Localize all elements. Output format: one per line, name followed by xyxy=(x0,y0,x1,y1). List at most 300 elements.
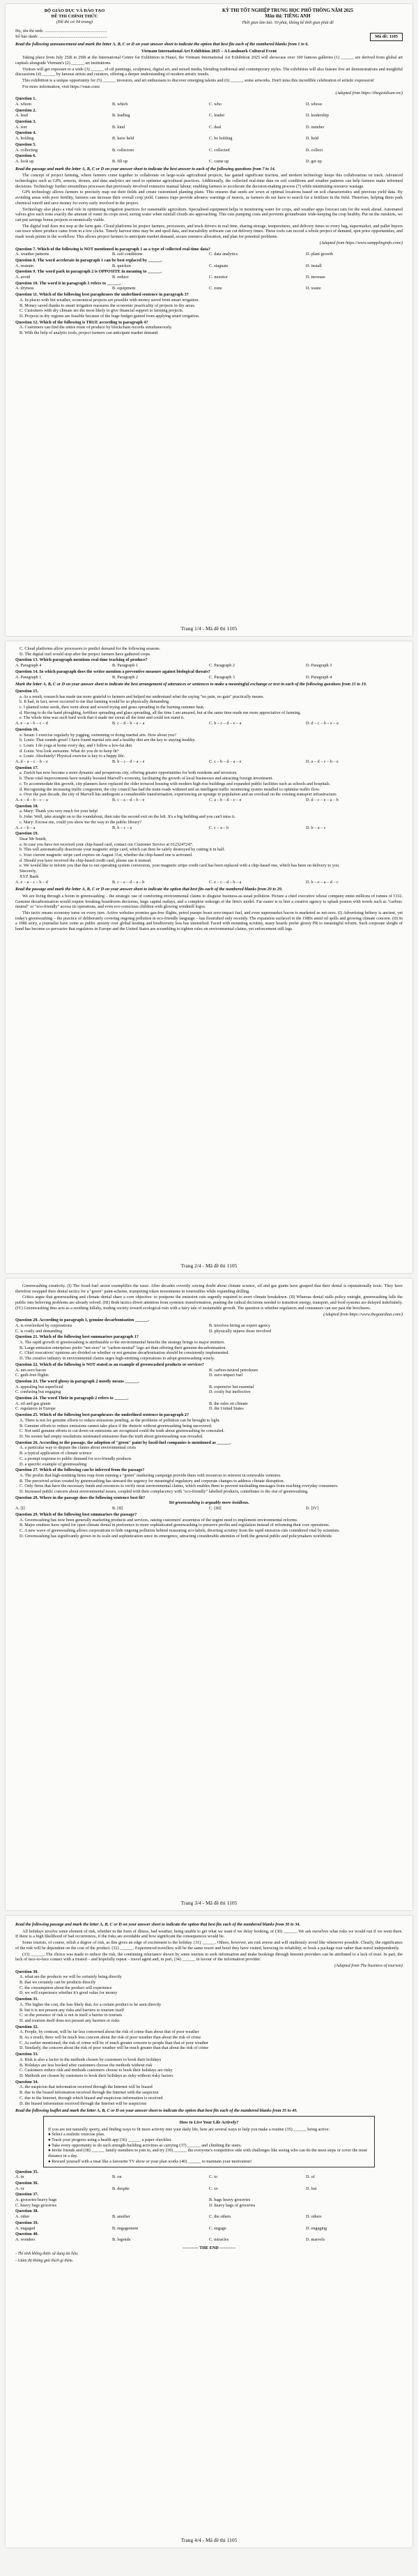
question-6 xyxy=(15,153,403,164)
question-7 xyxy=(15,247,403,257)
passage-paragraph: Greenwashing creativity. (I) The fossil-fuel sector exemplifies the issue. After decades covertly sowing doubt about climate science, oil and gas giants have grasped that their denial is reputationally toxic. They have therefore swapped their denial tactics for a "green" paint-scheme, trumpeting token investments in renewables while expanding drilling. xyxy=(15,1283,403,1294)
answer-option: C. Customers reduce risk and methods customers choose to book their holidays are risky xyxy=(20,2068,173,2073)
answer-option: A. in xyxy=(15,2174,24,2180)
question-stem: Question 3. xyxy=(15,119,36,125)
answer-option: C. monitor xyxy=(209,275,228,280)
answer-option: C. Customers with dry climate are the most likely to give financial support to farming projects. xyxy=(20,308,184,314)
answer-option: C. zone xyxy=(209,286,222,291)
answer-option: D. physically injures those involved xyxy=(209,1328,272,1334)
answer-option: D. increase xyxy=(306,275,325,280)
question-stem: Question 15. xyxy=(15,688,39,694)
answer-option: A. other xyxy=(15,2214,30,2220)
question-stem: Question 26. According to the passage, the adoption of "green" paint by fossil-fuel companies is mentioned as ______. xyxy=(15,1440,231,1445)
answer-option: D. Similarly, the concern about the risk of poor weather will be much greater than that about the risk of crime xyxy=(20,2045,209,2051)
answer-option: A. The higher the cost, the less likely that, for a certain product to be seen directly xyxy=(20,2002,162,2007)
answer-option: A. what are the products we will be certainly being directly xyxy=(20,1974,122,1980)
answer-option: c. To accommodate this growth, city planners have replaced the older terraced housing with modern high-rise buildings and expanded public facilities such as schools and hospitals. xyxy=(20,781,331,786)
question-stem: Question 1. xyxy=(15,96,36,102)
leaflet-title: How to Live Your Life Actively? xyxy=(179,2119,239,2125)
question-2 xyxy=(15,108,403,119)
answer-option: C. Only firms that have the necessary funds and resources to verify most environmental claims, which enables them to prevent misleading messages from reaching everyday consumers. xyxy=(20,1484,339,1489)
answer-option: B. kind xyxy=(112,124,125,130)
answer-option: D. number xyxy=(306,124,325,130)
answer-option: D. but xyxy=(306,2186,317,2191)
answer-option: B. but it is not present any risks and barriers to tourism itself xyxy=(20,2007,125,2013)
answer-option: C. a – b – d – c – e xyxy=(209,797,242,802)
exam-header xyxy=(15,8,403,26)
question-12 xyxy=(15,320,403,336)
answer-option: C. deal xyxy=(209,124,222,130)
answer-option: D. a – d – c – b – e xyxy=(306,759,339,765)
passage-paragraph: All holidays involve some element of risk, whether in the form of illness, bad weather, being unable to get what we want if we delay booking, or (30) ______. We ask ourselves what risks we would run if we went there. If there is a high likelihood of bad occurrences, if the risks are avoidable and how significant the consequences would be. xyxy=(15,1928,403,1939)
answer-option: A. net-zero bacon xyxy=(15,1367,47,1373)
answer-option: C. Chief executives' opinions are divided on whether or not genuine decarbonisation should be consistently implemented. xyxy=(20,1350,229,1356)
leaflet-bullet: ● Take every opportunity to do such strength-building activities as carrying (37) ______ and climbing the stairs. xyxy=(48,2142,242,2148)
question-31 xyxy=(15,1997,403,2024)
question-32 xyxy=(15,2025,403,2052)
exam-code: Mã đề: 1105 xyxy=(370,33,403,41)
answer-option: C. who xyxy=(209,101,222,107)
answer-option: D. others xyxy=(306,2214,322,2220)
answer-option: B. despite xyxy=(112,2186,130,2191)
answer-option: A. c – b – a xyxy=(15,825,36,830)
answer-option: C. Not until genuine efforts to cut down on emissions are recognised could the truth about greenwashing be concealed. xyxy=(20,1428,225,1434)
answer-option: B. the rules on climate xyxy=(209,1401,248,1406)
question-stem: Question 11. Which of the following best paraphrases the underlined sentence in paragraph 3? xyxy=(15,292,189,298)
answer-option: C. confusing but engaging xyxy=(15,1389,61,1395)
answer-option: D. heavy bags of groceries xyxy=(209,2202,256,2208)
answer-option: D. No sooner had empty resolutions mistreated emissions than the truth about greenwashing was revealed. xyxy=(20,1433,203,1439)
answer-option: B. a typical application of climate science xyxy=(20,1451,92,1456)
answer-option: B. b – c – d – a – e xyxy=(112,759,145,765)
answer-option: A. [I] xyxy=(15,1506,25,1511)
answer-option: a. Zurich has now become a more dynamic and prosperous city, offering greater opportunities for both residents and investors. xyxy=(20,770,238,776)
answer-option: B. expensive but essential xyxy=(209,1384,254,1389)
question-stem: Question 12. Which of the following is TRUE according to paragraph 4? xyxy=(15,319,148,325)
question-stem: Question 33. xyxy=(15,2052,39,2057)
question-stem: Question 27. Which of the following can be inferred from the passage? xyxy=(15,1468,145,1473)
passage-paragraph: The digital trail does not stop at the farm gate. Cloud platforms let project farmers, processors, and truck drivers in real time, sharing storage, temperatures, and delivery times so every bag, supermarket, and pallet buyers can trace where produce came from in a few clicks. Timely harvest time may be and spoil data, and traceability software can cut delivery times. These tools can record a whole project of demand, spot price opportunities, and mark weak points in the workflow. This allows project farmers to anticipate market demand, secure resource allocation, and plan for potential problems. xyxy=(15,223,403,240)
answer-option: A. The profits that high-emitting firms reap from running a "green" marketing campaign provide them with resources to reinvest in renewable ventures. xyxy=(20,1472,281,1478)
answer-option: D. The creative industry in environmental claims urges high-emitting corporations to adopt greenwashing wisely. xyxy=(20,1356,215,1362)
answer-option: A. Paragraph 1 xyxy=(15,674,42,680)
answer-option: B. equipment xyxy=(112,286,136,291)
answer-option: C. leader xyxy=(209,113,225,119)
answer-option: D. collect xyxy=(306,147,323,153)
question-40 xyxy=(15,2232,403,2242)
question-stem: Question 13. Which paragraph mentions real-time tracking of produce? xyxy=(15,657,148,663)
question-1 xyxy=(15,96,403,107)
answer-option: A. the suspicion that information received through the Internet will be biased xyxy=(20,2085,153,2090)
answer-option: B. have held xyxy=(112,136,134,142)
source-note: (Adapted from https://www.theguardian.com/) xyxy=(323,1311,403,1317)
question-stem: Question 18. xyxy=(15,803,39,809)
answer-option: a. Mary: Thank you very much for your help! xyxy=(20,809,98,814)
answer-option: A. The rapid growth of greenwashing is attributable to the environmental benefits the strategy brings to major emitters. xyxy=(20,1340,225,1346)
exam-page-1 xyxy=(6,4,412,636)
answer-option: B. carbon-neutral petroleum xyxy=(209,1367,258,1373)
answer-option: D. of xyxy=(306,2174,315,2180)
exam-page-4 xyxy=(6,1916,412,2547)
answer-option: A. collecting xyxy=(15,147,38,153)
answer-option: D. Projects in dry regions are feasible because of the huge budget gained from applying smart irrigation. xyxy=(20,313,200,319)
instruction: Read the passage and mark the letter A, B, C or D on your answer sheet to indicate the best answer to each of the following questions from 7 to 14. xyxy=(15,166,276,172)
answer-option: B. quicken xyxy=(112,263,131,268)
answer-option: a. In case you have not received your chip-based card, contact our Customer Service at 0123247247. xyxy=(20,841,194,847)
question-27 xyxy=(15,1468,403,1495)
question-stem: Question 30. xyxy=(15,1969,39,1974)
answer-option: C. miracles xyxy=(209,2236,229,2242)
answer-option: B. c – a – d – b – e xyxy=(112,797,145,802)
answer-option: A. weather patterns xyxy=(15,252,49,257)
question-35 xyxy=(15,2170,403,2180)
exam-note: - Thí sinh không được sử dụng tài liệu; xyxy=(15,2252,79,2257)
question-stem: Question 20. According to paragraph 1, genuine decarbonisation ______. xyxy=(15,1318,149,1323)
exam-time: Thời gian làm bài: 50 phút, không kể thời gian phát đề xyxy=(242,20,334,25)
question-stem: Question 7. Which of the following is NOT mentioned in paragraph 1 as a type of collected real-time data? xyxy=(15,246,210,252)
answer-option: B. b – c – a xyxy=(112,825,132,830)
answer-option: C. the consumption about the product will experience xyxy=(20,1985,112,1990)
question-5 xyxy=(15,142,403,153)
answer-option: b. Louis: That sounds great! I have found martial arts and a healthy diet are the key to staying healthy. xyxy=(20,738,196,743)
official-label: ĐỀ THI CHÍNH THỨC xyxy=(51,14,98,19)
answer-option: B. which xyxy=(112,101,128,107)
instruction: Read the following passage and mark the letter A, B, C or D on your answer sheet to indicate the option that best fits each of the numbered blanks from 30 to 34. xyxy=(15,1922,301,1927)
answer-option: D. the United States xyxy=(209,1406,244,1412)
answer-option: B. Money saved thanks to smart irrigation reassures the economic practicality of projects in dry areas. xyxy=(20,303,196,308)
answer-option: B. Paragraph 2 xyxy=(112,674,138,680)
answer-option: D. whose xyxy=(306,101,323,107)
question-4 xyxy=(15,130,403,141)
question-17 xyxy=(15,765,403,803)
question-stem: Question 39. xyxy=(15,2220,39,2225)
question-23 xyxy=(15,1379,403,1395)
answer-option: Dear Mr Smith, xyxy=(20,836,47,841)
passage-paragraph: This exhibition is a unique opportunity for (5) ______ investors, and art enthusiasts to discover emerging talents and (6) ______ some artworks. Don't miss this incredible celebration of artistic expression! xyxy=(22,78,375,84)
answer-option: B. Genuine efforts to reduce emissions cannot take place if the rhetoric without greenwashing being uncovered. xyxy=(20,1423,212,1428)
source-note: (Adapted from https://www.sampplinginfo.com/) xyxy=(319,240,403,245)
answer-option: B. leading xyxy=(112,113,130,119)
answer-option: A. oil and gas giants xyxy=(15,1401,51,1406)
question-stem: Question 19. xyxy=(15,831,39,837)
question-stem: Question 22. Which of the following is NOT stated as an example of greenwashed products or services? xyxy=(15,1362,204,1367)
answer-option: D. plant growth xyxy=(306,252,334,257)
question-stem: Question 9. The word park in paragraph 2 is OPPOSITE in meaning to ______. xyxy=(15,269,162,275)
answer-option: e. The whole time was such hard work that it made me sweat all the time and could not stand it. xyxy=(20,715,185,721)
answer-option: A. e – a – c – b – d xyxy=(15,879,48,885)
answer-option: d. Having to do the hand ploughing, fertiliser spreading and glass spreading, all the time I am amazed, but at the same time made me more appreciative of farming. xyxy=(20,710,301,715)
answer-option: D. The digital trail would stop after the project farmers have gathered crops. xyxy=(20,651,151,657)
answer-option: C. c – b – d – a – e xyxy=(209,759,242,765)
answer-option: D. [IV] xyxy=(306,1506,319,1511)
source-note: (Adapted from https://thegioidisan.vn/) xyxy=(335,90,403,96)
end-marker: ----------- THE END ----------- xyxy=(183,2245,235,2250)
question-stem: Question 6. xyxy=(15,153,36,159)
passage-paragraph: For more information, visit https://vnae.com/ xyxy=(22,84,100,89)
question-stem: Question 38. xyxy=(15,2209,39,2214)
leaflet-box xyxy=(43,2116,375,2167)
answer-option: A. holding xyxy=(15,136,34,142)
question-19 xyxy=(15,831,403,885)
answer-option: C. heavy bags groceries xyxy=(15,2202,57,2208)
answer-option: b. John: Well, take straight on to the roundabout, then take the second exit on the left. It's a big building and you can't miss it. xyxy=(20,814,235,820)
passage-paragraph: GPS technology allows farmers to precisely map out their fields and create customised planting plans. This ensures that seeds are sown at optimal locations based on soil characteristics and previous yield data. By avoiding areas with poor fertility, farmers can increase their overall crop yield. Camera traps provide advance warnings of insects, as farmers do not have to search for a fertiliser in the field. Therefore, helping them park chemical runoff and save money for every early involved in the project. xyxy=(15,190,403,206)
answer-option: C. so the presence of risk is not in itself a barrier to tourism xyxy=(20,2013,123,2018)
answer-option: XYZ Bank xyxy=(20,874,39,879)
question-stem: Question 32. xyxy=(15,2024,39,2029)
answer-option: C. is costly and demanding xyxy=(15,1328,63,1334)
question-18 xyxy=(15,804,403,831)
answer-option: D. engaging xyxy=(306,2225,327,2231)
answer-option: D. marvels xyxy=(306,2236,325,2242)
question-stem: Question 2. xyxy=(15,107,36,113)
answer-option: D. leadership xyxy=(306,113,329,119)
exam-page-3 xyxy=(6,1279,412,1910)
answer-option: B. c – d – b – e – a xyxy=(112,721,145,726)
answer-option: C. a prompt response to public demand for eco-friendly products xyxy=(20,1456,132,1461)
instruction: Read the following leaflet and mark the letter A, B, C or D on your answer sheet to indicate the option that best fits each of the numbered blanks from 35 to 40. xyxy=(15,2108,297,2114)
answer-option: C. be holding xyxy=(209,136,233,142)
answer-option: C. so xyxy=(209,2186,218,2191)
passage-paragraph: Critics argue that greenwashing and climate denial share a core objective: to postpone the emission cuts urgently required to avert climate breakdown. (II) Whereas denial stalls policy outright, greenwashing lulls the public into believing problems are already solved. (III) Both tactics divert attention from systemic transformation, pushing the radical decisions needed to transition energy, transport, and food systems are delayed indefinitely. (IV) Greenwashing thus acts as a soothing lullaby, trading society toward ecological ruin with a fairy tale of sustainable growth. The question is whether regulators and consumers can see past the brochures. xyxy=(15,1295,403,1311)
answer-option: B. legends xyxy=(112,2236,131,2242)
answer-option: B. soil conditions xyxy=(112,252,143,257)
answer-option: B. reduce xyxy=(112,275,129,280)
answer-option: B. With the help of analytic tools, project farmers can anticipate market demand. xyxy=(20,330,159,336)
answer-option: B. The perceived action created by greenwashing has stressed the urgency for meaningful regulatory and corporate changes to address climate disruption. xyxy=(20,1478,285,1484)
passage-title: Vietnam International Art Exhibition 2025 – A Landmark Cultural Event xyxy=(141,48,277,54)
answer-option: D. the biased information received through the Internet will be suspicious xyxy=(20,2101,147,2106)
answer-option: A. restrain xyxy=(15,263,34,268)
answer-option: c. Mary: Excuse me, could you show me the way to the public library? xyxy=(20,819,142,825)
answer-option: C. collected xyxy=(209,147,230,153)
answer-option: D. get up xyxy=(306,158,322,164)
answer-option: B. c – e – d – a – b xyxy=(112,879,145,885)
question-16 xyxy=(15,727,403,765)
source-note: (Adapted from The business of tourism) xyxy=(334,1963,403,1968)
question-37 xyxy=(15,2192,403,2208)
question-stem: Question 40. xyxy=(15,2232,39,2237)
answer-option: e. Over the past decade, the city of Marvell has undergone a considerable transformation, experiencing an upsurge in population and an overload on the existing transport infrastructure. xyxy=(20,792,338,798)
answer-option: B. fill up xyxy=(112,158,128,164)
answer-option: c. Louis: I do yoga at home every day, and I follow a low-fat diet. xyxy=(20,742,133,748)
answer-option: B. Large-emission enterprises prefer "net-zero" or "carbon-neutral" logo art than offering their genuine decarbonisation. xyxy=(20,1345,226,1350)
answer-option: C. guilt-free flights xyxy=(15,1373,49,1378)
question-21 xyxy=(15,1334,403,1362)
answer-option: A. wonders xyxy=(15,2236,36,2242)
question-11 xyxy=(15,292,403,319)
question-stem: Question 35. xyxy=(15,2169,39,2174)
answer-option: A. e – d – b – c – a xyxy=(15,797,48,802)
answer-option: D. b – a – c xyxy=(306,825,326,830)
answer-option: b. These vital improvements have notably boosted Marvell's economy, facilitating the growth of local businesses and attracting foreign investment. xyxy=(20,776,274,782)
question-12-continued xyxy=(15,646,403,657)
exam-title: KỲ THI TỐT NGHIỆP TRUNG HỌC PHỔ THÔNG NĂM 2025 xyxy=(222,8,353,13)
exam-note: - Giám thị không giải thích gì thêm. xyxy=(15,2259,74,2264)
question-stem: Question 10. The word it in paragraph 3 refers to ______. xyxy=(15,280,121,286)
answer-option: D. a specific example of greenwashing xyxy=(20,1461,87,1467)
answer-option: e. Louis: Absolutely! Physical exercise is key to a happy life. xyxy=(20,754,125,759)
question-stem: Question 28. Where in the passage does the following sentence best fit? xyxy=(15,1495,146,1500)
answer-option: A. e – a – b – c – d xyxy=(15,721,48,726)
exam-page-2 xyxy=(6,641,412,1273)
answer-option: A. dryness xyxy=(15,286,34,291)
answer-option: D. d – c – b – e – a xyxy=(306,721,339,726)
instruction: Read the passage and mark the letter A, B, C or D on your answer sheet to indicate the option that best fits each of the numbered blanks from 20 to 29. xyxy=(15,887,283,892)
question-38 xyxy=(15,2209,403,2219)
question-stem: Question 29. Which of the following best summarises the passage? xyxy=(15,1511,137,1517)
question-30 xyxy=(15,1969,403,1997)
answer-option: C. stagnate xyxy=(209,263,229,268)
answer-option: B. Holidays are less booked after customers choose the methods without risk xyxy=(20,2062,153,2068)
question-stem: Question 14. In which paragraph does the writer mention a preventive measure against biological threats? xyxy=(15,669,210,674)
answer-option: C. due to the Internet, through which biased and suspicious information is received xyxy=(20,2095,163,2101)
answer-option: B. that we certainly can be products directly xyxy=(20,1980,96,1986)
page-count: (Đề thi có 04 trang) xyxy=(56,20,93,24)
question-36 xyxy=(15,2181,403,2191)
question-34 xyxy=(15,2080,403,2107)
question-stem: Question 16. xyxy=(15,726,39,732)
page-footer: Trang 3/4 - Mã đề thi 1105 xyxy=(180,1900,238,1906)
answer-option: B. collectors xyxy=(112,147,134,153)
answer-option: A. Customers can find the entire route of produce by blockchain records simultaneously. xyxy=(20,325,173,330)
passage-paragraph: (33) ______. The choice was made to reduce the risk, the continuing reluctance shown by some tourists to seek information and make bookings through Internet providers can be attributed to a lack of trust. In part, the lack of face-to-face contact with a trusted – and hopefully repeat – travel agent and, in part, (34) ______ in favour of the information provider. xyxy=(15,1951,403,1963)
question-stem: Question 34. xyxy=(15,2079,39,2085)
answer-option: D. Increased public concern about environmental issues, coupled with their complacency with "eco-friendly" labelled products, contributes to the rise of greenwashing. xyxy=(20,1489,309,1495)
answer-option: Sincerely, xyxy=(20,869,37,874)
answer-option: A. d – a – c – b – e xyxy=(15,759,48,765)
answer-option: D. install xyxy=(306,263,322,268)
answer-option: D. Paragraph 3 xyxy=(306,663,332,669)
answer-option: C. Cloud platforms allow processors to predict demand for the following seasons. xyxy=(20,646,161,651)
answer-option: d. Should you have received the chip-based credit card, please use it instead. xyxy=(20,858,152,863)
answer-option: B. on xyxy=(112,2174,122,2180)
instruction: Mark the letter A, B, C or D on your answer sheet to indicate the best arrangement of utterances or sentences to make a meaningful exchange or text in each of the following questions from 15 to 19. xyxy=(15,682,367,687)
answer-option: B. [II] xyxy=(112,1506,123,1511)
answer-option: C. the others xyxy=(209,2214,231,2220)
answer-option: C. A new wave of greenwashing allows corporations to hide ongoing pollution behind reassuring eco-labels, diverting scrutiny from the rapid emission cuts considered vital by scientists. xyxy=(20,1527,340,1533)
answer-option: D. Greenwashing has significantly grown in its scale and sophistication since its emergence, attracting considerable attention of both the general public and policymakers worldwide. xyxy=(20,1533,333,1539)
answer-option: D. held xyxy=(306,136,319,142)
answer-option: C. come up xyxy=(209,158,229,164)
question-stem: Question 25. Which of the following best paraphrases the underlined sentence in paragraph 2? xyxy=(15,1412,189,1418)
ministry-name: BỘ GIÁO DỤC VÀ ĐÀO TẠO xyxy=(44,8,105,13)
answer-option: D. Methods are chosen by customers to book their holidays as risky without risky factors xyxy=(20,2073,173,2078)
question-14 xyxy=(15,669,403,680)
answer-option: D. d – c – e – a – b xyxy=(306,797,339,802)
answer-option: C. Paragraph 3 xyxy=(209,674,235,680)
question-28: Question 28. Where in the passage does the following sentence best fit? Yet greenwashing is arguably more insidious. A. [I] B. [II] C. [III] D. [IV] xyxy=(15,1495,403,1511)
question-20 xyxy=(15,1318,403,1334)
question-stem: Question 17. xyxy=(15,765,39,770)
answer-option: D. and tourism itself does not present any barriers or risks xyxy=(20,2018,120,2023)
answer-option: a. Susan: I exercise regularly by jogging, swimming or doing martial arts. How about you? xyxy=(20,732,176,738)
answer-option: A. lead xyxy=(15,113,28,119)
page-footer: Trang 1/4 - Mã đề thi 1105 xyxy=(180,625,238,632)
passage-paragraph: The concept of project farming, where farmers come together to collaborate on large-scale agricultural projects, has gained significant traction, and modern technology keeps this collaboration on track. Advanced technologies such as GPS, sensors, drones, and data analytics are used to optimise agricultural practices. Additionally, the collected real-time data on soil conditions and weather patterns can help farmers make informed decisions. Technology further streamlines processes that previously involved extensive manual labour, enabling farmers to accelerate the decision-making process (7) while minimising resource wastage. xyxy=(15,173,403,189)
question-stem: Question 31. xyxy=(15,1997,39,2002)
answer-option: A. is overlooked by corporations xyxy=(15,1323,72,1328)
passage-paragraph: Taking place from July 25th to 29th at the International Centre for Exhibition in Hanoi, the Vietnam International Art Exhibition 2025 will showcase over 100 famous galleries (1) ______ are derived from global art capitals alongside Vietnam's (2) ______ art institutions. xyxy=(15,55,403,66)
answer-option: C. As earlier mentioned, the risk of crime will be of much greater concern to people than that of poor weather xyxy=(20,2040,209,2045)
answer-option: B. Paragraph 1 xyxy=(112,663,138,669)
answer-option: A. Greenwashing has now been generally marketing products and services, raising customers' awareness of the urgent need to implement environmental reforms. xyxy=(20,1517,298,1523)
answer-option: d. Recognising the increasing traffic congestion, the city council has had the main roads widened and an intelligent traffic monitoring system installed to optimise traffic flow. xyxy=(20,786,320,792)
question-13 xyxy=(15,657,403,668)
answer-option: A. In places with hot weather, economical projects are possible with money saved from smart irrigation. xyxy=(20,297,199,303)
answer-option: c. Your current magnetic stripe card expires on August 31st, whether the chip-based one is activated. xyxy=(20,853,193,858)
passage-paragraph: This tactic means economy turns on every turn. Active websites promise gas-free flights, petrol pumps boast zero-impact fuel, and even supermarket bacon is marketed as net-zero. (I) Advertising bribery is ancient, yet today's greenwashing – the practice of deliberately covering ongoing pollution in eco-friendly language – has flourished only recently. The expansion surfaced in the 1980s amid oil spills and growing climate concern. (II) In a 1986 story, a journalist have come as public anxiety over global heating and biodiversity loss has intensified. Faced with mounting scrutiny, many boards prefer glossy PR to meaningful reform. Such corporate sleight of hand has become so pervasive that regulators in Europe and the United States are scrambling to tighten rules on environmental claims, yet enforcement still lags. xyxy=(15,910,403,932)
answer-option: A. or xyxy=(15,2186,24,2191)
answer-option: C. e – c – d – b – a xyxy=(209,879,242,885)
answer-option: B. another xyxy=(112,2214,130,2220)
question-stem: Question 36. xyxy=(15,2180,39,2186)
answer-option: d. Louis: You look awesome. What do you do to keep fit? xyxy=(20,748,119,754)
answer-option: A. avoid xyxy=(15,275,31,280)
passage-paragraph: Technology also plays a vital role in optimising irrigation practices for sustainable agriculture. Specialised equipment helps in monitoring water for crops, and weather apps forecast rain for the week ahead. Automated valves give each zone exactly the amount of water its crops need, saving water when rainfall clouds are approaching. This cuts pumping costs and prevents groundwater wide-keeping the crop healthy. Put on the outskirts, we can put savings bonus projects economically viable. xyxy=(15,206,403,222)
question-3 xyxy=(15,119,403,130)
question-9 xyxy=(15,269,403,280)
passage-paragraph: Visitors will get exposure to a wide (3) ______ of oil paintings, sculptures, digital art, and mixed media, blending traditional and contemporary styles. The exhibition will also feature live art demonstrations and insightful discussions (4) ______ by famous artists and curators, offering a deeper understanding of modern artistic trends. xyxy=(15,66,403,77)
question-24 xyxy=(15,1396,403,1412)
question-stem: Question 37. xyxy=(15,2192,39,2197)
page-footer: Trang 2/4 - Mã đề thi 1105 xyxy=(180,1263,238,1269)
question-15 xyxy=(15,689,403,726)
question-stem: Question 21. Which of the following best summarises paragraph 1? xyxy=(15,1334,139,1340)
answer-option: a. As a result, research has made me more grateful to farmers and helped me understand what the saying "no pain, no gain" practically means. xyxy=(20,694,265,699)
answer-option: A. groceries heavy bags xyxy=(15,2197,57,2203)
candidate-name: Họ, tên thí sinh: ......................................................... xyxy=(15,28,107,33)
answer-option: D. Paragraph 4 xyxy=(306,674,332,680)
question-8 xyxy=(15,258,403,268)
leaflet-bullet: ● Track your progress using a health app (36) ______ a paper checklist. xyxy=(48,2137,172,2143)
answer-option: A. whom xyxy=(15,101,32,107)
answer-option: A. a particular way to dispute the claims about environmental crisis xyxy=(20,1445,137,1451)
instruction: Read the following announcement and mark the letter A, B, C or D on your answer sheet to indicate the option that best fits each of the numbered blanks from 1 to 6. xyxy=(15,41,309,47)
answer-option: A. Risk is also a factor in the methods chosen by customers to book their holidays xyxy=(20,2057,162,2062)
answer-option: b. This will automatically deactivate your magnetic stripe card, which can then be safely destroyed by cutting it in half. xyxy=(20,847,226,853)
question-stem: Question 24. The word Their in paragraph 2 refers to ______. xyxy=(15,1396,129,1401)
question-10 xyxy=(15,281,403,291)
leaflet-bullet: ● Invite friends and (38) ______ family members to join in, and try (39) ______ the everyone's competitive side with challenges like seeing who can do the most steps or cover the most distance in a day. xyxy=(48,2148,367,2159)
passage-paragraph: We are living through a boom in greenwashing – the strategic use of comforting environmental claims to disguise business-as-usual pollution. Picture a chief executive whose company emits millions of tonnes of CO2. Genuine decarbonisation would require breaking boardroom decisions, huge capital outlays, and a complete redesign of the firm's model. Far easier is to hire a creative agency to splash posters with words such as "carbon-neutral" or "eco-friendly" across its operations, and even eco-conscious children with glowing windmill logos. xyxy=(15,893,403,910)
answer-option: e. We would like to inform you that due to our operating system conversion, your magnetic stripe credit card has been replaced with a chip-based one, which has been on delivery to you. xyxy=(20,863,340,869)
answer-option: C. [III] xyxy=(209,1506,222,1511)
answer-option: C. c – a – b xyxy=(209,825,229,830)
question-stem: Question 23. The word glossy in paragraph 2 mostly means ______. xyxy=(15,1378,139,1384)
answer-option: B. bags heavy groceries xyxy=(209,2197,251,2203)
question-stem: Question 4. xyxy=(15,130,36,136)
answer-option: A. look up xyxy=(15,158,34,164)
question-25 xyxy=(15,1412,403,1440)
candidate-number: Số báo danh: .............................................................. xyxy=(15,33,108,39)
answer-option: C. regulators in Europe xyxy=(15,1406,56,1412)
answer-option: C. Paragraph 2 xyxy=(209,663,235,669)
answer-option: C. engage xyxy=(209,2225,226,2231)
answer-option: D. costly but ineffective xyxy=(209,1389,251,1395)
question-stem: Question 8. The word accelerate in paragraph 1 can be best replaced by ______. xyxy=(15,257,162,263)
answer-option: D. b – e – a – d – c xyxy=(306,879,339,885)
answer-option: A. People, by contrast, will be far less concerned about the risk of crime than about that of poor weather xyxy=(20,2029,199,2035)
question-29 xyxy=(15,1512,403,1539)
answer-option: A. appealing but superficial xyxy=(15,1384,63,1389)
leaflet-bullet: ● Select a realistic exercise plan. xyxy=(48,2132,105,2137)
page-footer: Trang 4/4 - Mã đề thi 1105 xyxy=(180,2537,238,2543)
answer-option: B. due to the biased information received through the Internet with the suspicion xyxy=(20,2090,159,2096)
answer-option: A. There is not for genuine efforts to reduce emissions pending, as the problems of pollution can be brought to light. xyxy=(20,1417,220,1423)
answer-option: A. engaged xyxy=(15,2225,36,2231)
answer-option: D. zero-impact fuel xyxy=(209,1373,243,1378)
